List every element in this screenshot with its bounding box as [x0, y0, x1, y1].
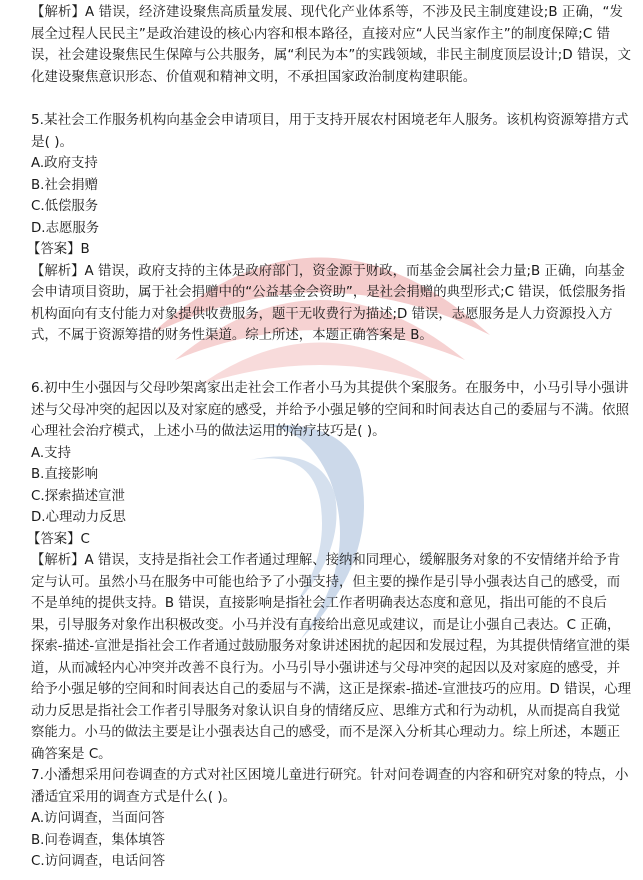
question-5 — [0, 110, 643, 347]
question-5-option-b: B.社会捐赠 — [31, 177, 99, 193]
question-6-answer: 【答案】C — [27, 531, 90, 547]
intro-explanation: 【解析】A 错误，经济建设聚焦高质量发展、现代化产业体系等，不涉及民主制度建设;B 正确，“发展全过程人民民主”是政治建设的核心内容和根本路径，直接对应“人民当家作主”的制度保障;C 错误，社会建设聚焦民生保障与公共服务，属“利民为本”的实践领域，非民主制度顶层设计;D 错误，文化建设聚焦意识形态、价值观和精神文明，不承担国家政治制度构建职能。 — [31, 5, 632, 85]
question-6-explanation: 【解析】A 错误，支持是指社会工作者通过理解、接纳和同理心，缓解服务对象的不安情绪并给予肯定与认可。虽然小马在服务中可能也给予了小强支持，但主要的操作是引导小强表达自己的感受，而不是单纯的提供支持。B 错误，直接影响是指社会工作者明确表达态度和意见，指出可能的不良后果，引导服务对象作出积极改变。小马并没有直接给出意见或建议，而是让小强自己表达。C 正确，探索-描述-宣泄是指社会工作者通过鼓励服务对象讲述困扰的起因和发展过程，为其提供情绪宣泄的渠道，从而减轻内心冲突并改善不良行为。小马引导小强讲述与父母冲突的起因以及对家庭的感受，并给予小强足够的空间和时间表达自己的委屈与不满，这正是探索-描述-宣泄技巧的应用。D 错误，心理动力反思是指社会工作者引导服务对象认识自身的情绪反应、思维方式和行为动机，从而提高自我觉察能力。小马的做法主要是让小强表达自己的感受，而不是深入分析其心理动力。综上所述，本题正确答案是 C。 — [31, 553, 632, 762]
question-5-explanation: 【解析】A 错误，政府支持的主体是政府部门，资金源于财政，而基金会属社会力量;B 正确，向基金会申请项目资助，属于社会捐赠中的“公益基金会资助”，是社会捐赠的典型形式;C 错误，低偿服务指机构面向有支付能力对象提供收费服务，题干无收费行为描述;D 错误，志愿服务是人力资源投入方式，不属于资源筹措的财务性渠道。综上所述，本题正确答案是 B。 — [31, 263, 626, 343]
question-5-option-c: C.低偿服务 — [31, 199, 99, 214]
question-7 — [0, 765, 643, 873]
question-5-answer: 【答案】B — [27, 242, 90, 257]
question-6 — [0, 378, 643, 765]
question-6-option-a: A.支持 — [31, 445, 71, 461]
question-7-option-a: A.访问调查，当面问答 — [31, 811, 165, 826]
question-6-option-b: B.直接影响 — [31, 467, 99, 482]
question-6-option-d: D.心理动力反思 — [31, 510, 126, 525]
intro-explanation-block — [0, 2, 643, 88]
question-7-title: 7.小潘想采用问卷调查的方式对社区困境儿童进行研究。针对问卷调查的内容和研究对象的特点，小潘适宜采用的调查方式是什么( )。 — [31, 767, 629, 805]
question-5-option-a: A.政府支持 — [31, 156, 98, 171]
question-5-option-d: D.志愿服务 — [31, 220, 100, 236]
question-6-title: 6.初中生小强因与父母吵架离家出走社会工作者小马为其提供个案服务。在服务中，小马引导小强讲述与父母冲突的起因以及对家庭的感受，并给予小强足够的空间和时间表达自己的委屈与不满。依照心理社会治疗模式，上述小马的做法运用的治疗技巧是( )。 — [31, 380, 630, 439]
question-5-title: 5.某社会工作服务机构向基金会申请项目，用于支持开展农村困境老年人服务。该机构资源筹措方式是( )。 — [31, 112, 629, 150]
question-6-option-c: C.探索描述宣泄 — [31, 488, 125, 504]
question-7-option-b: B.问卷调查，集体填答 — [31, 832, 165, 848]
question-7-option-c: C.访问调查，电话问答 — [31, 854, 166, 869]
